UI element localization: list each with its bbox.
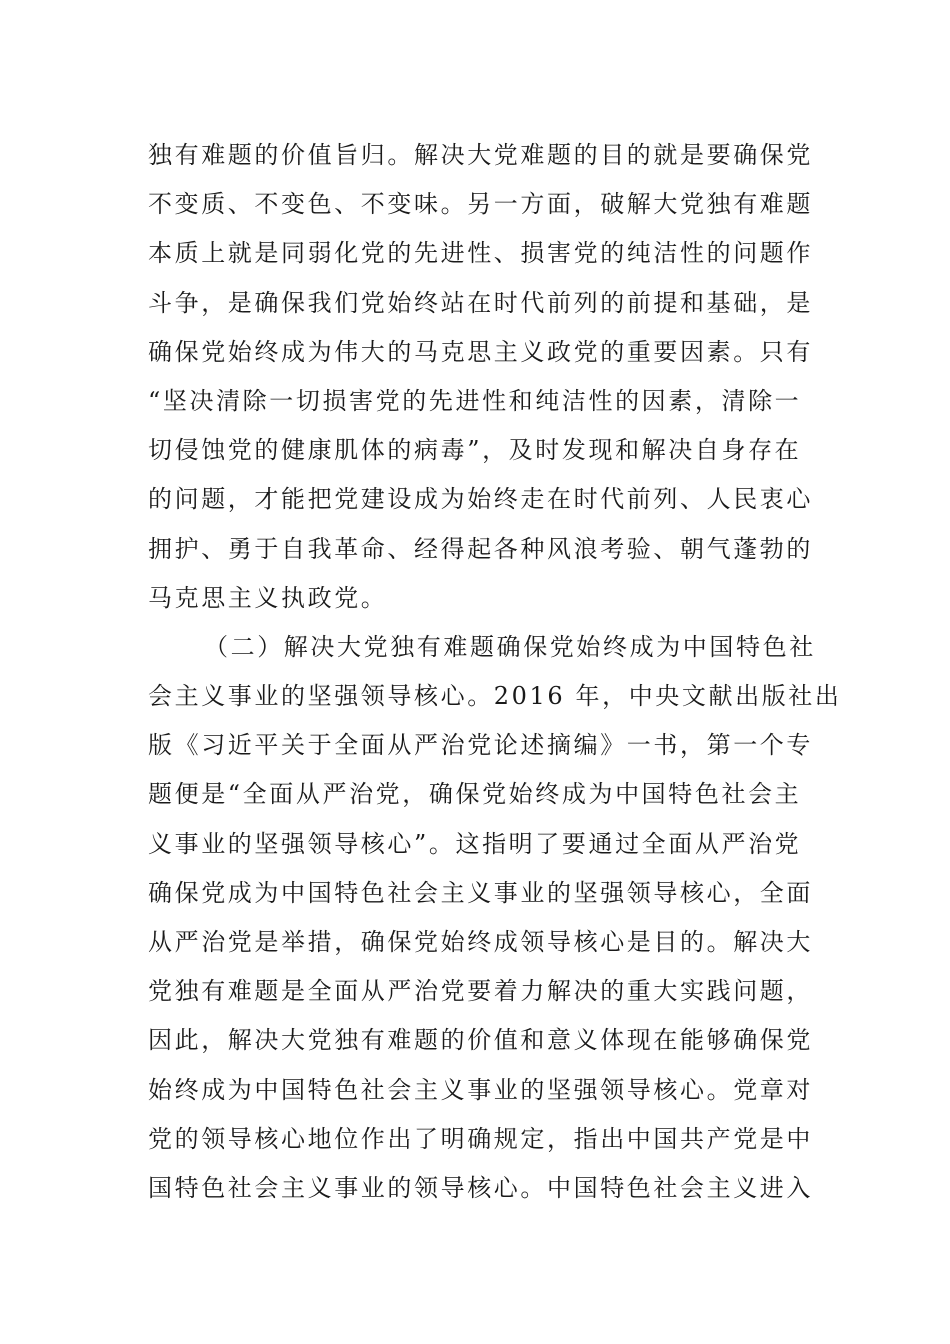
section-heading-line: （二）解决大党独有难题确保党始终成为中国特色社 [204, 632, 816, 661]
text-line: 切侵蚀党的健康肌体的病毒”，及时发现和解决自身存在 [148, 436, 802, 465]
text-line: 拥护、勇于自我革命、经得起各种风浪考验、朝气蓬勃的 [148, 534, 813, 563]
text-line: 的问题，才能把党建设成为始终走在时代前列、人民衷心 [148, 485, 813, 514]
text-line: 题便是“全面从严治党，确保党始终成为中国特色社会主 [148, 780, 802, 809]
text-line: 从严治党是举措，确保党始终成领导核心是目的。解决大 [148, 928, 813, 956]
text-line: 版《习近平关于全面从严治党论述摘编》一书，第一个专 [148, 731, 813, 760]
text-line: 会主义事业的坚强领导核心。2016 年，中央文献出版社出 [148, 682, 842, 711]
text-line: 确保党成为中国特色社会主义事业的坚强领导核心，全面 [148, 878, 813, 907]
text-line: 独有难题的价值旨归。解决大党难题的目的就是要确保党 [148, 141, 813, 169]
text-line: 马克思主义执政党。 [148, 583, 388, 612]
text-line: 义事业的坚强领导核心”。这指明了要通过全面从严治党 [148, 829, 802, 858]
text-line: 党独有难题是全面从严治党要着力解决的重大实践问题， [148, 977, 813, 1006]
text-line: 国特色社会主义事业的领导核心。中国特色社会主义进入 [148, 1173, 813, 1202]
body-text [148, 131, 842, 1213]
text-line: “坚决清除一切损害党的先进性和纯洁性的因素，清除一 [148, 386, 802, 415]
text-line: 斗争，是确保我们党始终站在时代前列的前提和基础，是 [148, 288, 813, 317]
text-line: 党的领导核心地位作出了明确规定，指出中国共产党是中 [148, 1124, 813, 1153]
text-line: 确保党始终成为伟大的马克思主义政党的重要因素。只有 [148, 337, 813, 366]
text-line: 始终成为中国特色社会主义事业的坚强领导核心。党章对 [148, 1075, 813, 1104]
text-line: 不变质、不变色、不变味。另一方面，破解大党独有难题 [148, 190, 813, 219]
text-line: 本质上就是同弱化党的先进性、损害党的纯洁性的问题作 [148, 239, 813, 268]
text-line: 因此，解决大党独有难题的价值和意义体现在能够确保党 [148, 1026, 813, 1055]
